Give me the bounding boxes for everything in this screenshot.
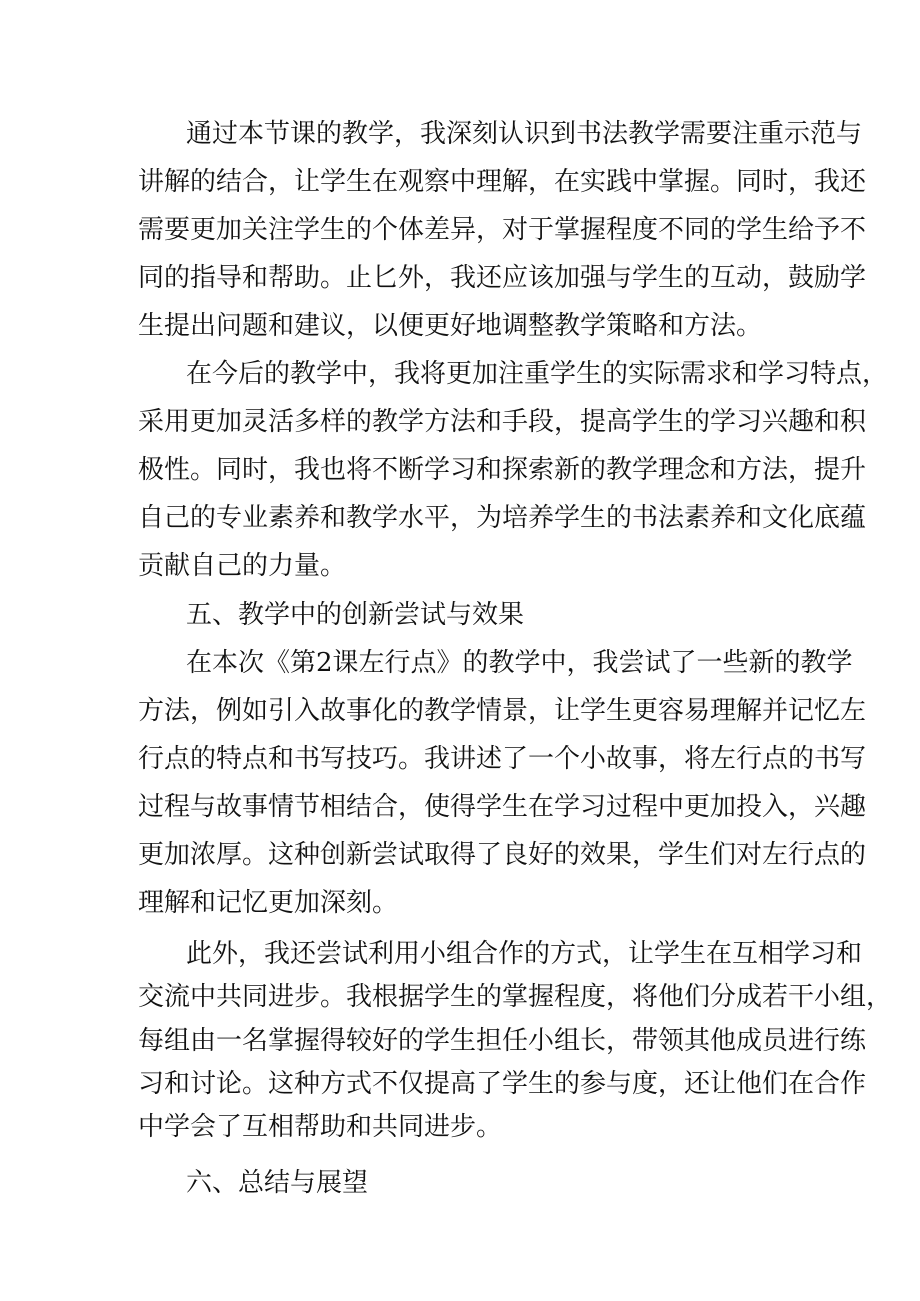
paragraph-3-line-2: 方法，例如引入故事化的教学情景，让学生更容易理解并记忆左	[138, 696, 867, 726]
paragraph-2-line-2: 采用更加灵活多样的教学方法和手段，提高学生的学习兴趣和积	[138, 407, 867, 437]
paragraph-4-line-5: 中学会了互相帮助和共同进步。	[138, 1112, 503, 1142]
paragraph-3-line-1: 在本次《第2课左行点》的教学中，我尝试了一些新的教学	[186, 648, 853, 678]
paragraph-3-line-3: 行点的特点和书写技巧。我讲述了一个小故事，将左行点的书写	[138, 744, 867, 774]
paragraph-1-line-3: 需要更加关注学生的个体差异，对于掌握程度不同的学生给予不	[138, 215, 867, 245]
paragraph-4-line-2: 交流中共同进步。我根据学生的掌握程度，将他们分成若干小组，	[138, 982, 893, 1012]
paragraph-4-line-3: 每组由一名掌握得较好的学生担任小组长，带领其他成员进行练	[138, 1026, 867, 1056]
section-heading-6: 六、总结与展望	[186, 1168, 369, 1198]
paragraph-2-line-3: 极性。同时，我也将不断学习和探索新的教学理念和方法，提升	[138, 455, 867, 485]
section-heading-5: 五、教学中的创新尝试与效果	[186, 600, 525, 630]
paragraph-3-line-5: 更加浓厚。这种创新尝试取得了良好的效果，学生们对左行点的	[138, 840, 867, 870]
paragraph-4-line-1: 此外，我还尝试利用小组合作的方式，让学生在互相学习和	[186, 939, 863, 969]
paragraph-3-line-4: 过程与故事情节相结合，使得学生在学习过程中更加投入，兴趣	[138, 792, 867, 822]
paragraph-3-line-6: 理解和记忆更加深刻。	[138, 888, 399, 918]
paragraph-1-line-1: 通过本节课的教学，我深刻认识到书法教学需要注重示范与	[186, 119, 863, 149]
paragraph-2-line-5: 贡献自己的力量。	[138, 551, 347, 581]
paragraph-2-line-1: 在今后的教学中，我将更加注重学生的实际需求和学习特点，	[186, 359, 889, 389]
paragraph-1-line-4: 同的指导和帮助。止匕外，我还应该加强与学生的互动，鼓励学	[138, 263, 867, 293]
paragraph-1-line-5: 生提出问题和建议，以便更好地调整教学策略和方法。	[138, 311, 763, 341]
paragraph-1-line-2: 讲解的结合，让学生在观察中理解，在实践中掌握。同时，我还	[138, 167, 867, 197]
paragraph-4-line-4: 习和讨论。这种方式不仅提高了学生的参与度，还让他们在合作	[138, 1069, 867, 1099]
paragraph-2-line-4: 自己的专业素养和教学水平，为培养学生的书法素养和文化底蕴	[138, 503, 867, 533]
